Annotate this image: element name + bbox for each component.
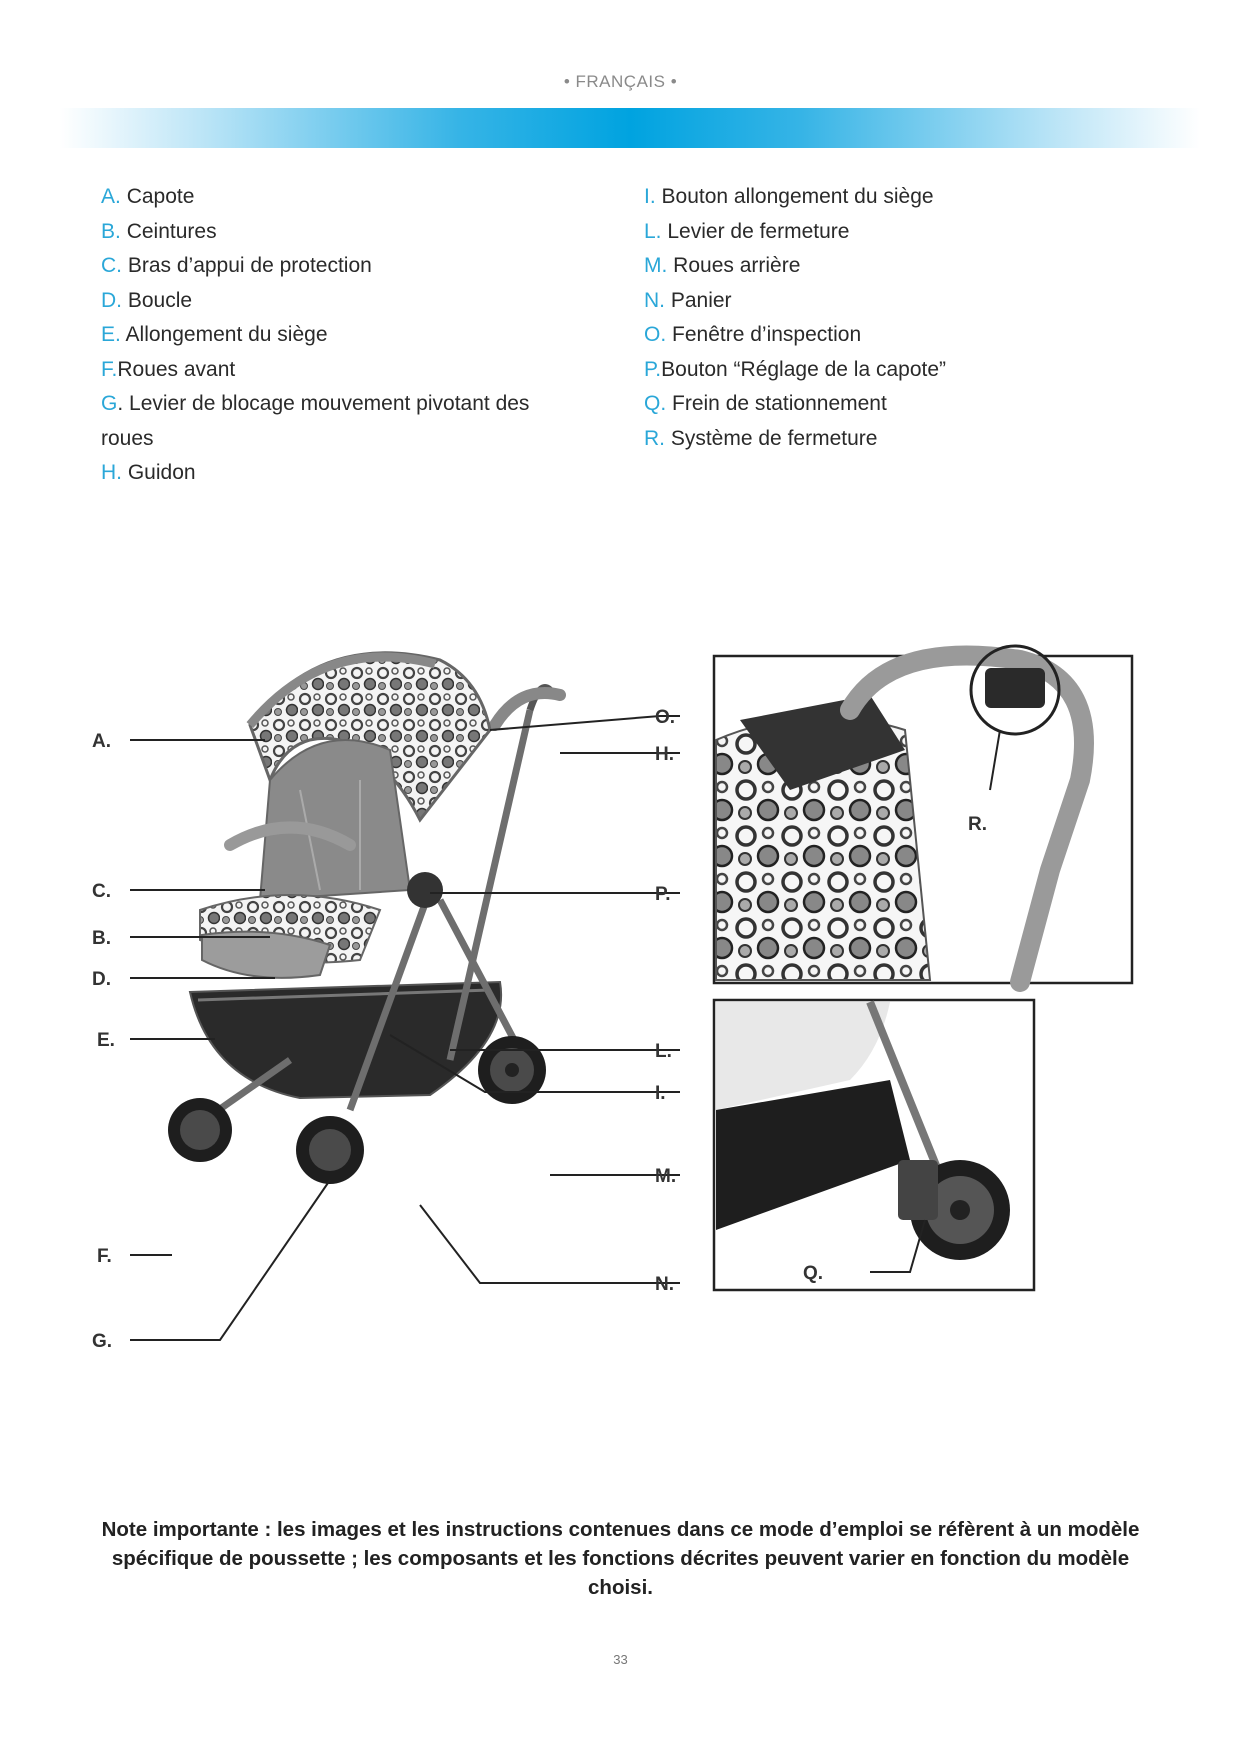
part-label: Panier	[670, 288, 732, 312]
part-letter: H.	[101, 461, 122, 484]
page-number: 33	[613, 1652, 628, 1667]
front-wheels	[168, 1098, 364, 1184]
part-item-f	[101, 353, 571, 388]
part-label: Boucle	[127, 288, 193, 312]
part-letter: A.	[101, 185, 121, 208]
part-letter: M.	[644, 254, 668, 277]
parts-list-right	[644, 180, 1124, 456]
callout-e: E.	[97, 1030, 115, 1051]
part-letter: C.	[101, 254, 122, 277]
parts-list-left	[101, 180, 571, 491]
part-label: Bouton allongement du siège	[661, 185, 934, 208]
part-letter: G	[101, 392, 118, 415]
part-letter: R.	[644, 426, 665, 450]
callout-g: G.	[92, 1331, 113, 1352]
part-letter: B.	[101, 219, 121, 243]
inset-handle-detail	[714, 646, 1132, 983]
stroller-main-illustration	[168, 653, 560, 1184]
part-label: Roues avant	[117, 357, 236, 381]
part-label: Fenêtre d’inspection	[672, 323, 862, 346]
callout-o: O.	[655, 707, 676, 728]
callout-c: C.	[92, 881, 111, 902]
part-label: Allongement du siège	[125, 323, 328, 346]
part-label: Roues arrière	[673, 254, 801, 277]
part-label: . Levier de blocage mouvement pivotant des roues	[101, 392, 530, 450]
header-gradient-bar	[60, 108, 1200, 148]
callout-i: I.	[655, 1083, 666, 1104]
part-item-h	[101, 456, 571, 491]
part-label: Frein de stationnement	[672, 392, 887, 415]
part-item-m	[644, 249, 1124, 284]
part-item-q	[644, 387, 1124, 422]
callout-b: B.	[92, 928, 111, 949]
callout-n: N.	[655, 1274, 674, 1295]
part-item-c	[101, 249, 571, 284]
callout-m: M.	[655, 1166, 677, 1187]
part-label: Ceintures	[126, 219, 217, 243]
part-item-d	[101, 284, 571, 319]
part-item-i	[644, 180, 1124, 215]
part-item-o	[644, 318, 1124, 353]
part-item-e	[101, 318, 571, 353]
part-letter: L.	[644, 219, 662, 243]
callout-d: D.	[92, 969, 111, 990]
callout-p: P.	[655, 884, 671, 905]
part-item-g	[101, 387, 571, 456]
part-letter: F.	[101, 357, 118, 381]
callout-q: Q.	[803, 1263, 824, 1284]
part-letter: E.	[101, 323, 121, 346]
part-item-r	[644, 422, 1124, 457]
part-letter: N.	[644, 288, 665, 312]
important-note: Note importante : les images et les instructions contenues dans ce mode d’emploi se réfèrent à un modèle spécifique de poussette ; les composants et les fonctions décrites peuvent varier en fonction du modèle choisi.	[101, 1518, 1140, 1599]
part-letter: Q.	[644, 392, 667, 415]
inset-brake-detail	[714, 1000, 1034, 1290]
header-language: • FRANÇAIS •	[563, 72, 678, 91]
part-letter: P.	[644, 357, 662, 381]
part-label: Levier de fermeture	[667, 219, 850, 243]
callout-l: L.	[655, 1041, 672, 1062]
part-item-a	[101, 180, 571, 215]
part-item-l	[644, 215, 1124, 250]
part-label: Guidon	[127, 461, 196, 484]
stroller-diagram	[90, 640, 1150, 1360]
callout-f: F.	[97, 1246, 112, 1267]
part-letter: I.	[644, 185, 656, 208]
part-item-n	[644, 284, 1124, 319]
part-item-p	[644, 353, 1124, 388]
part-letter: D.	[101, 288, 122, 312]
rear-wheel	[478, 1036, 546, 1104]
callout-h: H.	[655, 744, 674, 765]
part-label: Capote	[126, 185, 195, 208]
part-letter: O.	[644, 323, 667, 346]
part-label: Système de fermeture	[670, 426, 878, 450]
callout-a: A.	[92, 731, 111, 752]
part-label: Bouton “Réglage de la capote”	[661, 357, 947, 381]
part-item-b	[101, 215, 571, 250]
callout-r: R.	[968, 814, 987, 835]
part-label: Bras d’appui de protection	[127, 254, 372, 277]
